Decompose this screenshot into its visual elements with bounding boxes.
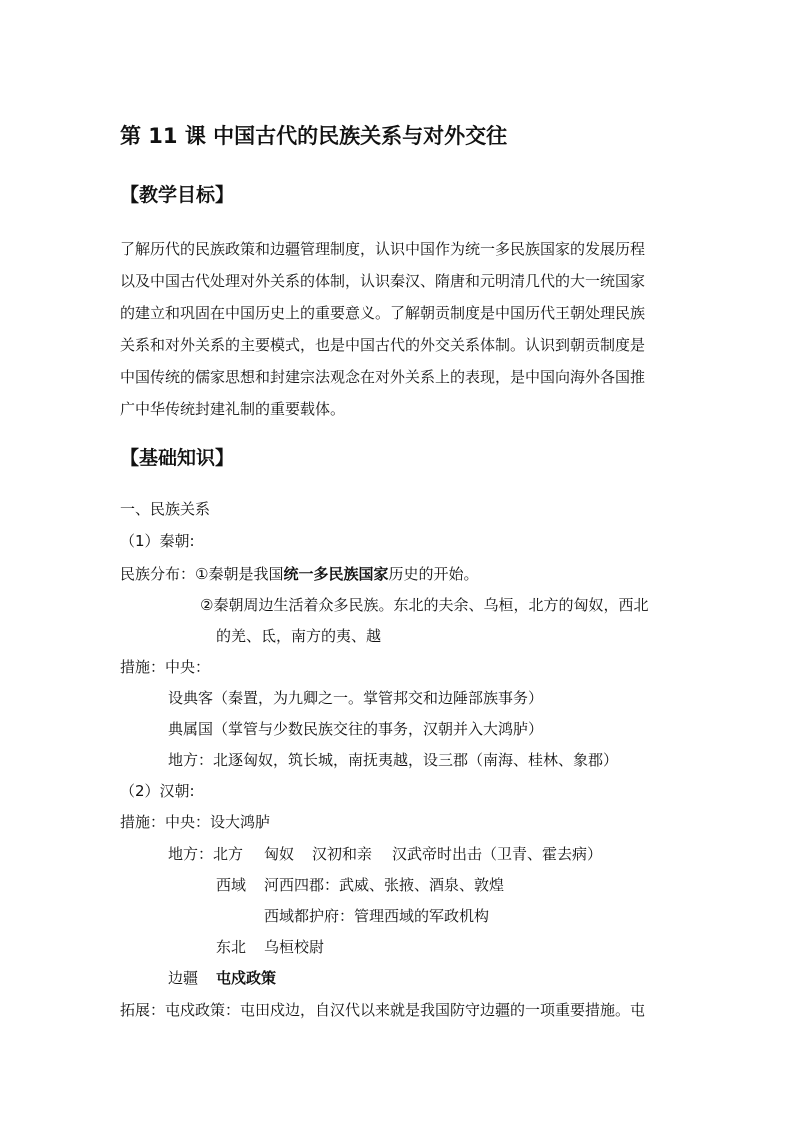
han-extension: 拓展：屯戍政策：屯田戍边，自汉代以来就是我国防守边疆的一项重要措施。屯 bbox=[120, 1001, 646, 1019]
goals-line: 以及中国古代处理对外关系的体制，认识秦汉、隋唐和元明清几代的大一统国家 bbox=[120, 272, 646, 290]
qin-dist-prefix: 民族分布：①秦朝是我国 bbox=[120, 565, 284, 583]
han-west-2: 西域都护府：管理西域的军政机构 bbox=[264, 907, 490, 925]
qin-distribution-1 bbox=[120, 563, 478, 585]
han-west-1: 河西四郡：武威、张掖、酒泉、敦煌 bbox=[264, 876, 505, 894]
qin-distribution-2-line1: ②秦朝周边生活着众多民族。东北的夫余、乌桓，北方的匈奴，西北 bbox=[200, 596, 649, 614]
han-north-1: 匈奴 bbox=[264, 845, 295, 863]
goals-line: 广中华传统封建礼制的重要载体。 bbox=[120, 400, 346, 418]
han-border-policy: 屯戍政策 bbox=[216, 969, 277, 987]
section-ethnic-relations: 一、民族关系 bbox=[120, 500, 211, 518]
qin-measure-3: 地方：北逐匈奴，筑长城，南抚夷越，设三郡（南海、桂林、象郡） bbox=[168, 751, 619, 769]
han-north-3: 汉武帝时出击（卫青、霍去病） bbox=[392, 845, 603, 863]
han-border-label: 边疆 bbox=[168, 969, 199, 987]
goals-line: 了解历代的民族政策和边疆管理制度，认识中国作为统一多民族国家的发展历程 bbox=[120, 240, 646, 258]
qin-measure-1: 设典客（秦置，为九卿之一。掌管邦交和边陲部族事务） bbox=[168, 689, 544, 707]
goals-line: 中国传统的儒家思想和封建宗法观念在对外关系上的表现，是中国向海外各国推 bbox=[120, 368, 646, 386]
qin-distribution-2-line2: 的羌、氐，南方的夷、越 bbox=[216, 627, 382, 645]
han-label: （2）汉朝: bbox=[120, 782, 195, 800]
qin-measure-2: 典属国（掌管与少数民族交往的事务，汉朝并入大鸿胪） bbox=[168, 720, 544, 738]
basics-heading: 【基础知识】 bbox=[120, 447, 235, 469]
han-ne-1: 乌桓校尉 bbox=[264, 938, 325, 956]
han-central: 措施：中央：设大鸿胪 bbox=[120, 813, 271, 831]
page-title: 第 11 课 中国古代的民族关系与对外交往 bbox=[120, 124, 508, 148]
goals-line: 关系和对外关系的主要模式，也是中国古代的外交关系体制。认识到朝贡制度是 bbox=[120, 336, 646, 354]
qin-measures-label: 措施：中央： bbox=[120, 658, 211, 676]
han-ne-label: 东北 bbox=[216, 938, 247, 956]
goals-heading: 【教学目标】 bbox=[120, 184, 235, 206]
goals-line: 的建立和巩固在中国历史上的重要意义。了解朝贡制度是中国历代王朝处理民族 bbox=[120, 304, 646, 322]
qin-dist-suffix: 历史的开始。 bbox=[388, 565, 479, 583]
han-west-label: 西域 bbox=[216, 876, 247, 894]
han-local-label: 地方：北方 bbox=[168, 845, 244, 863]
qin-dist-bold: 统一多民族国家 bbox=[283, 565, 389, 583]
han-north-2: 汉初和亲 bbox=[312, 845, 373, 863]
goals-paragraph bbox=[120, 233, 680, 425]
qin-label: （1）秦朝: bbox=[120, 532, 195, 550]
